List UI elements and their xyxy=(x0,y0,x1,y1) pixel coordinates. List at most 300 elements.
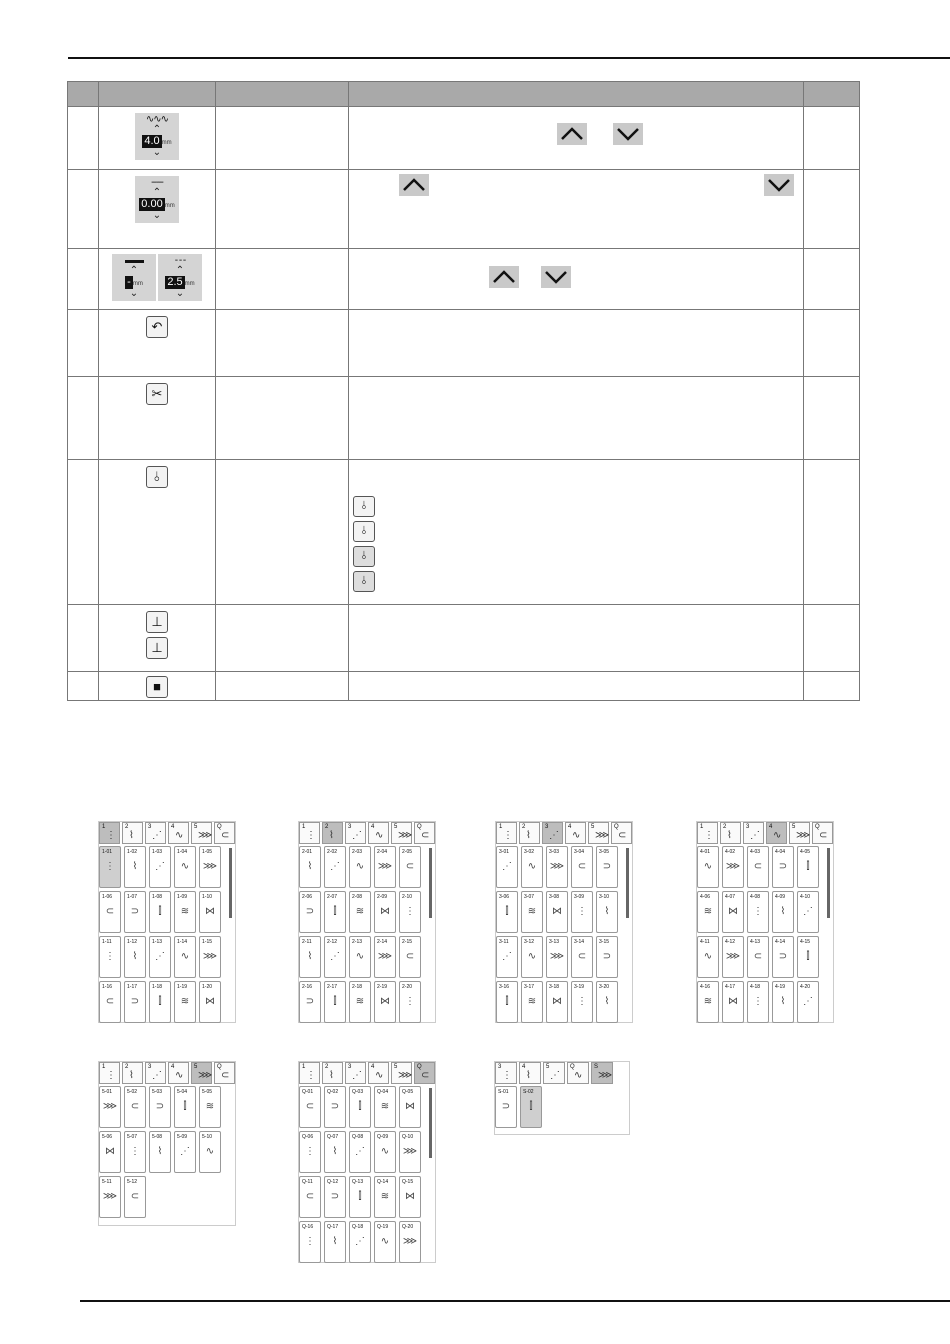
stitch-number: 4-16 xyxy=(700,984,711,990)
stitch-button[interactable] xyxy=(99,936,121,978)
stitch-number: 2-15 xyxy=(402,939,413,945)
stitch-pattern-icon: ⋙ xyxy=(402,1236,418,1247)
stitch-number: 3-03 xyxy=(549,849,560,855)
stitch-button[interactable] xyxy=(399,891,421,933)
stitch-button[interactable] xyxy=(521,891,543,933)
presser-foot-icon[interactable]: ⊥ xyxy=(146,611,168,633)
stitch-button[interactable] xyxy=(174,981,196,1023)
category-tab-label: 5 xyxy=(194,1064,198,1070)
category-tab-3[interactable] xyxy=(145,1062,166,1084)
stitch-grid xyxy=(99,846,235,1023)
stitch-button[interactable] xyxy=(199,1131,221,1173)
stitch-number: 1-03 xyxy=(152,849,163,855)
stitch-button[interactable] xyxy=(99,1131,121,1173)
category-tab-1[interactable] xyxy=(299,822,320,844)
stitch-button[interactable] xyxy=(747,981,769,1023)
stitch-pattern-icon: ⊂ xyxy=(753,861,763,872)
category-tab-4[interactable] xyxy=(368,1062,389,1084)
stitch-grid xyxy=(697,846,833,1023)
stitch-pattern-icon: ⋙ xyxy=(102,1101,118,1112)
stitch-pattern-icon: ⊃ xyxy=(305,906,315,917)
stitch-button[interactable] xyxy=(199,846,221,888)
needle-position-icon[interactable]: ⫰ xyxy=(146,466,168,488)
category-tab-q[interactable] xyxy=(812,822,833,844)
stitch-category-icon: ⌇ xyxy=(329,1070,334,1081)
stitch-number: 4-04 xyxy=(775,849,786,855)
stitch-category-icon: ⋮ xyxy=(704,830,714,841)
scrollbar[interactable] xyxy=(429,1088,432,1158)
scrollbar[interactable] xyxy=(429,848,432,918)
stitch-number: 5-02 xyxy=(127,1089,138,1095)
category-tab-q[interactable] xyxy=(414,822,435,844)
stitch-pattern-icon: ⋰ xyxy=(355,1236,365,1247)
category-tab-2[interactable] xyxy=(720,822,741,844)
category-tab-label: 5 xyxy=(394,824,398,830)
stitch-category-icon: ⌇ xyxy=(526,830,531,841)
stitch-button[interactable] xyxy=(149,891,171,933)
down-arrow-icon[interactable]: ⌄ xyxy=(129,288,139,299)
stitch-button[interactable] xyxy=(546,936,568,978)
table-row xyxy=(68,249,860,310)
stitch-button[interactable] xyxy=(349,1086,371,1128)
stitch-button[interactable] xyxy=(374,936,396,978)
category-tab-4[interactable] xyxy=(168,822,189,844)
bottom-rule xyxy=(80,1300,950,1302)
satin-icon: ▬▬ xyxy=(125,255,143,266)
category-tab-label: 3 xyxy=(545,824,549,830)
stitch-button[interactable] xyxy=(99,981,121,1023)
stitch-pattern-icon: ∿ xyxy=(180,951,190,962)
category-tab-q[interactable] xyxy=(214,822,235,844)
needle-up-alt-icon: ⫰ xyxy=(353,521,375,542)
stitch-button[interactable] xyxy=(772,846,794,888)
stitch-button[interactable] xyxy=(174,1131,196,1173)
category-tab-label: Q xyxy=(417,824,422,830)
stitch-number: 1-05 xyxy=(202,849,213,855)
stitch-button[interactable] xyxy=(374,981,396,1023)
stitch-button[interactable] xyxy=(496,936,518,978)
category-tab-label: Q xyxy=(614,824,619,830)
stitch-pattern-icon: ⊂ xyxy=(577,951,587,962)
scrollbar[interactable] xyxy=(229,848,232,918)
category-tab-label: 1 xyxy=(302,1064,306,1070)
stitch-number: Q-04 xyxy=(377,1089,389,1095)
stitch-button[interactable] xyxy=(797,981,819,1023)
stitch-number: 5-09 xyxy=(177,1134,188,1140)
stitch-number: 2-10 xyxy=(402,894,413,900)
up-arrow-icon[interactable]: ⌃ xyxy=(175,265,185,276)
stitch-category-icon: ⊂ xyxy=(221,1070,230,1081)
stitch-button[interactable] xyxy=(546,891,568,933)
stitch-pattern-icon: ⌇ xyxy=(157,1146,163,1157)
scrollbar[interactable] xyxy=(827,848,830,918)
stitch-button[interactable] xyxy=(571,846,593,888)
stitch-category-icon: ⋮ xyxy=(106,1070,116,1081)
stitch-button[interactable] xyxy=(399,846,421,888)
down-arrow-icon[interactable]: ⌄ xyxy=(152,147,162,158)
stitch-button[interactable] xyxy=(299,1221,321,1263)
stitch-button[interactable] xyxy=(124,1176,146,1218)
key-table xyxy=(67,81,860,701)
category-tab-label: 5 xyxy=(546,1064,550,1070)
stitch-button[interactable] xyxy=(299,846,321,888)
stitch-button[interactable] xyxy=(747,891,769,933)
category-tab-label: 1 xyxy=(102,824,106,830)
up-arrow-icon[interactable]: ⌃ xyxy=(152,187,162,198)
category-tab-2[interactable] xyxy=(322,822,343,844)
category-tab-4[interactable] xyxy=(565,822,586,844)
category-tab-2[interactable] xyxy=(122,1062,143,1084)
stitch-button[interactable] xyxy=(299,1176,321,1218)
stitch-button[interactable] xyxy=(722,981,744,1023)
stitch-button[interactable] xyxy=(324,1086,346,1128)
stitch-button[interactable] xyxy=(324,846,346,888)
stitch-pattern-icon: ⫿ xyxy=(806,861,810,872)
category-tab-1[interactable] xyxy=(697,822,718,844)
stitch-number: S-02 xyxy=(523,1089,534,1095)
stitch-button[interactable] xyxy=(571,981,593,1023)
category-tab-3[interactable] xyxy=(743,822,764,844)
stitch-button[interactable] xyxy=(772,981,794,1023)
stitch-category-icon: ⋙ xyxy=(595,830,610,841)
category-tabs xyxy=(99,822,235,844)
stop-icon[interactable]: ■ xyxy=(146,676,168,698)
category-tab-5[interactable] xyxy=(588,822,609,844)
stitch-button[interactable] xyxy=(571,891,593,933)
stitch-pattern-icon: ⫿ xyxy=(505,996,509,1007)
stitch-button[interactable] xyxy=(299,1131,321,1173)
stitch-pattern-icon: ⌇ xyxy=(307,951,313,962)
stitch-button[interactable] xyxy=(174,846,196,888)
stitch-button[interactable] xyxy=(697,846,719,888)
stitch-button[interactable] xyxy=(99,1176,121,1218)
stitch-button[interactable] xyxy=(149,846,171,888)
category-tab-2[interactable] xyxy=(322,1062,343,1084)
table-header-row xyxy=(68,82,860,107)
category-tab-label: 2 xyxy=(522,824,526,830)
stitch-pattern-icon: ∿ xyxy=(380,1236,390,1247)
stitch-button[interactable] xyxy=(324,936,346,978)
up-arrow-icon[interactable]: ⌃ xyxy=(152,124,162,135)
stitch-number: 1-15 xyxy=(202,939,213,945)
stitch-pattern-icon: ⋈ xyxy=(552,906,562,917)
category-tab-4[interactable] xyxy=(519,1062,541,1084)
stitch-button[interactable] xyxy=(299,936,321,978)
stitch-button[interactable] xyxy=(149,1131,171,1173)
category-tab-5[interactable] xyxy=(391,822,412,844)
stitch-button[interactable] xyxy=(722,891,744,933)
stitch-pattern-icon: ⋈ xyxy=(405,1191,415,1202)
category-tab-4[interactable] xyxy=(368,822,389,844)
stitch-button[interactable] xyxy=(399,1131,421,1173)
stitch-number: Q-06 xyxy=(302,1134,314,1140)
category-tab-3[interactable] xyxy=(345,1062,366,1084)
stitch-button[interactable] xyxy=(571,936,593,978)
stitch-button[interactable] xyxy=(349,891,371,933)
stitch-number: 3-08 xyxy=(549,894,560,900)
category-tab-5[interactable] xyxy=(191,822,212,844)
reverse-stitch-icon[interactable]: ↶ xyxy=(146,316,168,338)
stitch-number: 1-01 xyxy=(102,849,113,855)
category-tab-label: 5 xyxy=(792,824,796,830)
stitch-pattern-icon: ⌇ xyxy=(780,906,786,917)
stitch-number: 5-12 xyxy=(127,1179,138,1185)
stitch-number: 1-09 xyxy=(177,894,188,900)
stitch-button[interactable] xyxy=(149,981,171,1023)
stitch-button[interactable] xyxy=(374,1176,396,1218)
stitch-pattern-icon: ⌇ xyxy=(132,861,138,872)
stitch-category-icon: ∿ xyxy=(773,830,782,841)
stitch-button[interactable] xyxy=(324,1176,346,1218)
category-tab-label: 5 xyxy=(591,824,595,830)
stitch-button[interactable] xyxy=(124,1131,146,1173)
category-tab-label: 3 xyxy=(348,1064,352,1070)
stitch-number: Q-20 xyxy=(402,1224,414,1230)
stitch-button[interactable] xyxy=(596,936,618,978)
stitch-button[interactable] xyxy=(496,891,518,933)
stitch-button[interactable] xyxy=(772,936,794,978)
stitch-pattern-icon: ⌇ xyxy=(780,996,786,1007)
stitch-button[interactable] xyxy=(697,981,719,1023)
stitch-button[interactable] xyxy=(174,1086,196,1128)
left-value: - xyxy=(127,276,131,288)
stitch-category-icon: ⌇ xyxy=(329,830,334,841)
stitch-pattern-icon: ⊃ xyxy=(501,1101,511,1112)
stitch-number: 4-19 xyxy=(775,984,786,990)
stitch-button[interactable] xyxy=(324,981,346,1023)
stitch-button[interactable] xyxy=(797,846,819,888)
category-tab-q[interactable] xyxy=(414,1062,435,1084)
stitch-button[interactable] xyxy=(124,891,146,933)
stitch-button[interactable] xyxy=(199,981,221,1023)
stitch-category-icon: ⋮ xyxy=(503,830,513,841)
stitch-button[interactable] xyxy=(496,846,518,888)
stitch-number: 3-13 xyxy=(549,939,560,945)
stitch-button[interactable] xyxy=(495,1086,517,1128)
stitch-pattern-icon: ⋮ xyxy=(753,906,763,917)
stitch-pattern-icon: ∿ xyxy=(703,861,713,872)
stitch-pattern-icon: ⋈ xyxy=(405,1101,415,1112)
stitch-number: 3-09 xyxy=(574,894,585,900)
category-tab-q[interactable] xyxy=(567,1062,589,1084)
stitch-pattern-icon: ⋰ xyxy=(502,861,512,872)
table-row xyxy=(68,672,860,701)
right-unit: mm xyxy=(184,281,195,287)
stitch-button[interactable] xyxy=(596,891,618,933)
category-tab-1[interactable] xyxy=(496,822,517,844)
stitch-pattern-icon: ⊃ xyxy=(155,1101,165,1112)
stitch-button[interactable] xyxy=(697,936,719,978)
stitch-button[interactable] xyxy=(399,1176,421,1218)
category-tab-3[interactable] xyxy=(345,822,366,844)
stitch-pattern-icon: ⋮ xyxy=(305,1146,315,1157)
category-tabs xyxy=(495,1062,629,1084)
stitch-button[interactable] xyxy=(596,981,618,1023)
stitch-button[interactable] xyxy=(747,936,769,978)
stitch-button[interactable] xyxy=(374,891,396,933)
stitch-number: 4-03 xyxy=(750,849,761,855)
scrollbar[interactable] xyxy=(626,848,629,918)
stitch-button[interactable] xyxy=(349,1131,371,1173)
category-tab-2[interactable] xyxy=(519,822,540,844)
category-tab-3[interactable] xyxy=(145,822,166,844)
category-tab-label: 1 xyxy=(499,824,503,830)
category-tab-label: 5 xyxy=(194,824,198,830)
presser-foot-lift-icon[interactable]: ⊥ xyxy=(146,637,168,659)
stitch-button[interactable] xyxy=(324,891,346,933)
stitch-button[interactable] xyxy=(747,846,769,888)
stitch-pattern-icon: ⋰ xyxy=(155,861,165,872)
category-tab-5[interactable] xyxy=(543,1062,565,1084)
stitch-button[interactable] xyxy=(349,936,371,978)
stitch-number: 4-18 xyxy=(750,984,761,990)
stitch-button[interactable] xyxy=(546,846,568,888)
stitch-number: 4-11 xyxy=(700,939,710,945)
stitch-pattern-icon: ⋰ xyxy=(180,1146,190,1157)
stitch-pattern-icon: ⊃ xyxy=(602,951,612,962)
stitch-button[interactable] xyxy=(722,846,744,888)
category-tab-q[interactable] xyxy=(611,822,632,844)
stitch-button[interactable] xyxy=(349,981,371,1023)
stitch-button[interactable] xyxy=(349,1221,371,1263)
stitch-pattern-icon: ⊂ xyxy=(305,1101,315,1112)
stitch-button[interactable] xyxy=(596,846,618,888)
stitch-button[interactable] xyxy=(374,1131,396,1173)
stitch-button[interactable] xyxy=(124,981,146,1023)
stitch-button[interactable] xyxy=(99,1086,121,1128)
needle-down-alt-icon: ⫰ xyxy=(353,571,375,592)
stitch-button[interactable] xyxy=(299,891,321,933)
stitch-button[interactable] xyxy=(124,1086,146,1128)
stitch-number: Q-16 xyxy=(302,1224,314,1230)
right-setting-key[interactable] xyxy=(158,254,202,301)
stitch-button[interactable] xyxy=(299,981,321,1023)
stitch-pattern-icon: ∿ xyxy=(527,861,537,872)
category-tab-1[interactable] xyxy=(99,822,120,844)
stitch-category-icon: ⌇ xyxy=(727,830,732,841)
stitch-button[interactable] xyxy=(374,1221,396,1263)
table-row xyxy=(68,170,860,249)
stitch-pattern-icon: ⋰ xyxy=(502,951,512,962)
stitch-button[interactable] xyxy=(521,936,543,978)
stitch-button[interactable] xyxy=(520,1086,542,1128)
dual-setting-keys xyxy=(112,254,202,301)
stitch-button[interactable] xyxy=(99,891,121,933)
stitch-button[interactable] xyxy=(199,1086,221,1128)
stitch-pattern-icon: ≋ xyxy=(703,996,713,1007)
stitch-panel-5 xyxy=(98,1061,236,1226)
stitch-pattern-icon: ⋈ xyxy=(728,906,738,917)
stitch-number: 1-20 xyxy=(202,984,213,990)
stitch-number: Q-02 xyxy=(327,1089,339,1095)
category-tab-q[interactable] xyxy=(214,1062,235,1084)
category-tab-2[interactable] xyxy=(122,822,143,844)
category-tab-5[interactable] xyxy=(191,1062,212,1084)
category-tab-s[interactable] xyxy=(591,1062,613,1084)
category-tab-5[interactable] xyxy=(391,1062,412,1084)
stitch-pattern-icon: ⊂ xyxy=(405,951,415,962)
down-arrow-icon[interactable]: ⌄ xyxy=(175,288,185,299)
stitch-number: 4-02 xyxy=(725,849,736,855)
stitch-pattern-icon: ⫿ xyxy=(183,1101,187,1112)
stitch-button[interactable] xyxy=(399,1221,421,1263)
left-setting-key[interactable] xyxy=(112,254,156,301)
stitch-length-key[interactable] xyxy=(135,176,179,223)
header-cell-1 xyxy=(68,82,99,107)
stitch-button[interactable] xyxy=(521,846,543,888)
category-tab-3[interactable] xyxy=(495,1062,517,1084)
stitch-button[interactable] xyxy=(521,981,543,1023)
category-tab-label: 1 xyxy=(302,824,306,830)
category-tab-1[interactable] xyxy=(299,1062,320,1084)
stitch-button[interactable] xyxy=(124,846,146,888)
stitch-width-key[interactable] xyxy=(135,113,179,160)
stitch-button[interactable] xyxy=(399,936,421,978)
length-unit: mm xyxy=(164,203,175,209)
stitch-button[interactable] xyxy=(496,981,518,1023)
category-tab-4[interactable] xyxy=(168,1062,189,1084)
stitch-pattern-icon: ∿ xyxy=(205,1146,215,1157)
stitch-pattern-icon: ⌇ xyxy=(132,951,138,962)
stitch-button[interactable] xyxy=(199,891,221,933)
stitch-button[interactable] xyxy=(174,936,196,978)
stitch-button[interactable] xyxy=(374,846,396,888)
stitch-number: 3-15 xyxy=(599,939,610,945)
stitch-button[interactable] xyxy=(399,981,421,1023)
stitch-pattern-icon: ⋮ xyxy=(405,906,415,917)
stitch-button[interactable] xyxy=(772,891,794,933)
stitch-button[interactable] xyxy=(324,1131,346,1173)
stitch-button[interactable] xyxy=(722,936,744,978)
stitch-button[interactable] xyxy=(797,936,819,978)
stitch-pattern-icon: ⌇ xyxy=(332,1236,338,1247)
stitch-button[interactable] xyxy=(374,1086,396,1128)
stitch-pattern-icon: ⫿ xyxy=(333,996,337,1007)
stitch-button[interactable] xyxy=(124,936,146,978)
category-tab-label: Q xyxy=(815,824,820,830)
stitch-button[interactable] xyxy=(349,846,371,888)
stitch-category-icon: ⋰ xyxy=(152,830,162,841)
category-tab-label: 3 xyxy=(746,824,750,830)
up-arrow-icon[interactable]: ⌃ xyxy=(129,265,139,276)
down-arrow-icon[interactable]: ⌄ xyxy=(152,210,162,221)
stitch-button[interactable] xyxy=(174,891,196,933)
category-tab-label: 1 xyxy=(700,824,704,830)
category-tabs xyxy=(299,822,435,844)
stitch-button[interactable] xyxy=(797,891,819,933)
stitch-button[interactable] xyxy=(546,981,568,1023)
stitch-number: 5-07 xyxy=(127,1134,138,1140)
stitch-button[interactable] xyxy=(149,936,171,978)
category-tab-4[interactable] xyxy=(766,822,787,844)
stitch-pattern-icon: ⌇ xyxy=(332,1146,338,1157)
stitch-button[interactable] xyxy=(99,846,121,888)
category-tab-1[interactable] xyxy=(99,1062,120,1084)
stitch-pattern-icon: ⋮ xyxy=(105,861,115,872)
stitch-button[interactable] xyxy=(149,1086,171,1128)
stitch-button[interactable] xyxy=(697,891,719,933)
stitch-button[interactable] xyxy=(399,1086,421,1128)
stitch-button[interactable] xyxy=(299,1086,321,1128)
category-tab-5[interactable] xyxy=(789,822,810,844)
scissors-icon[interactable]: ✂ xyxy=(146,383,168,405)
stitch-number: 4-09 xyxy=(775,894,786,900)
stitch-button[interactable] xyxy=(324,1221,346,1263)
category-tab-3[interactable] xyxy=(542,822,563,844)
stitch-button[interactable] xyxy=(349,1176,371,1218)
stitch-number: 2-04 xyxy=(377,849,388,855)
stitch-button[interactable] xyxy=(199,936,221,978)
